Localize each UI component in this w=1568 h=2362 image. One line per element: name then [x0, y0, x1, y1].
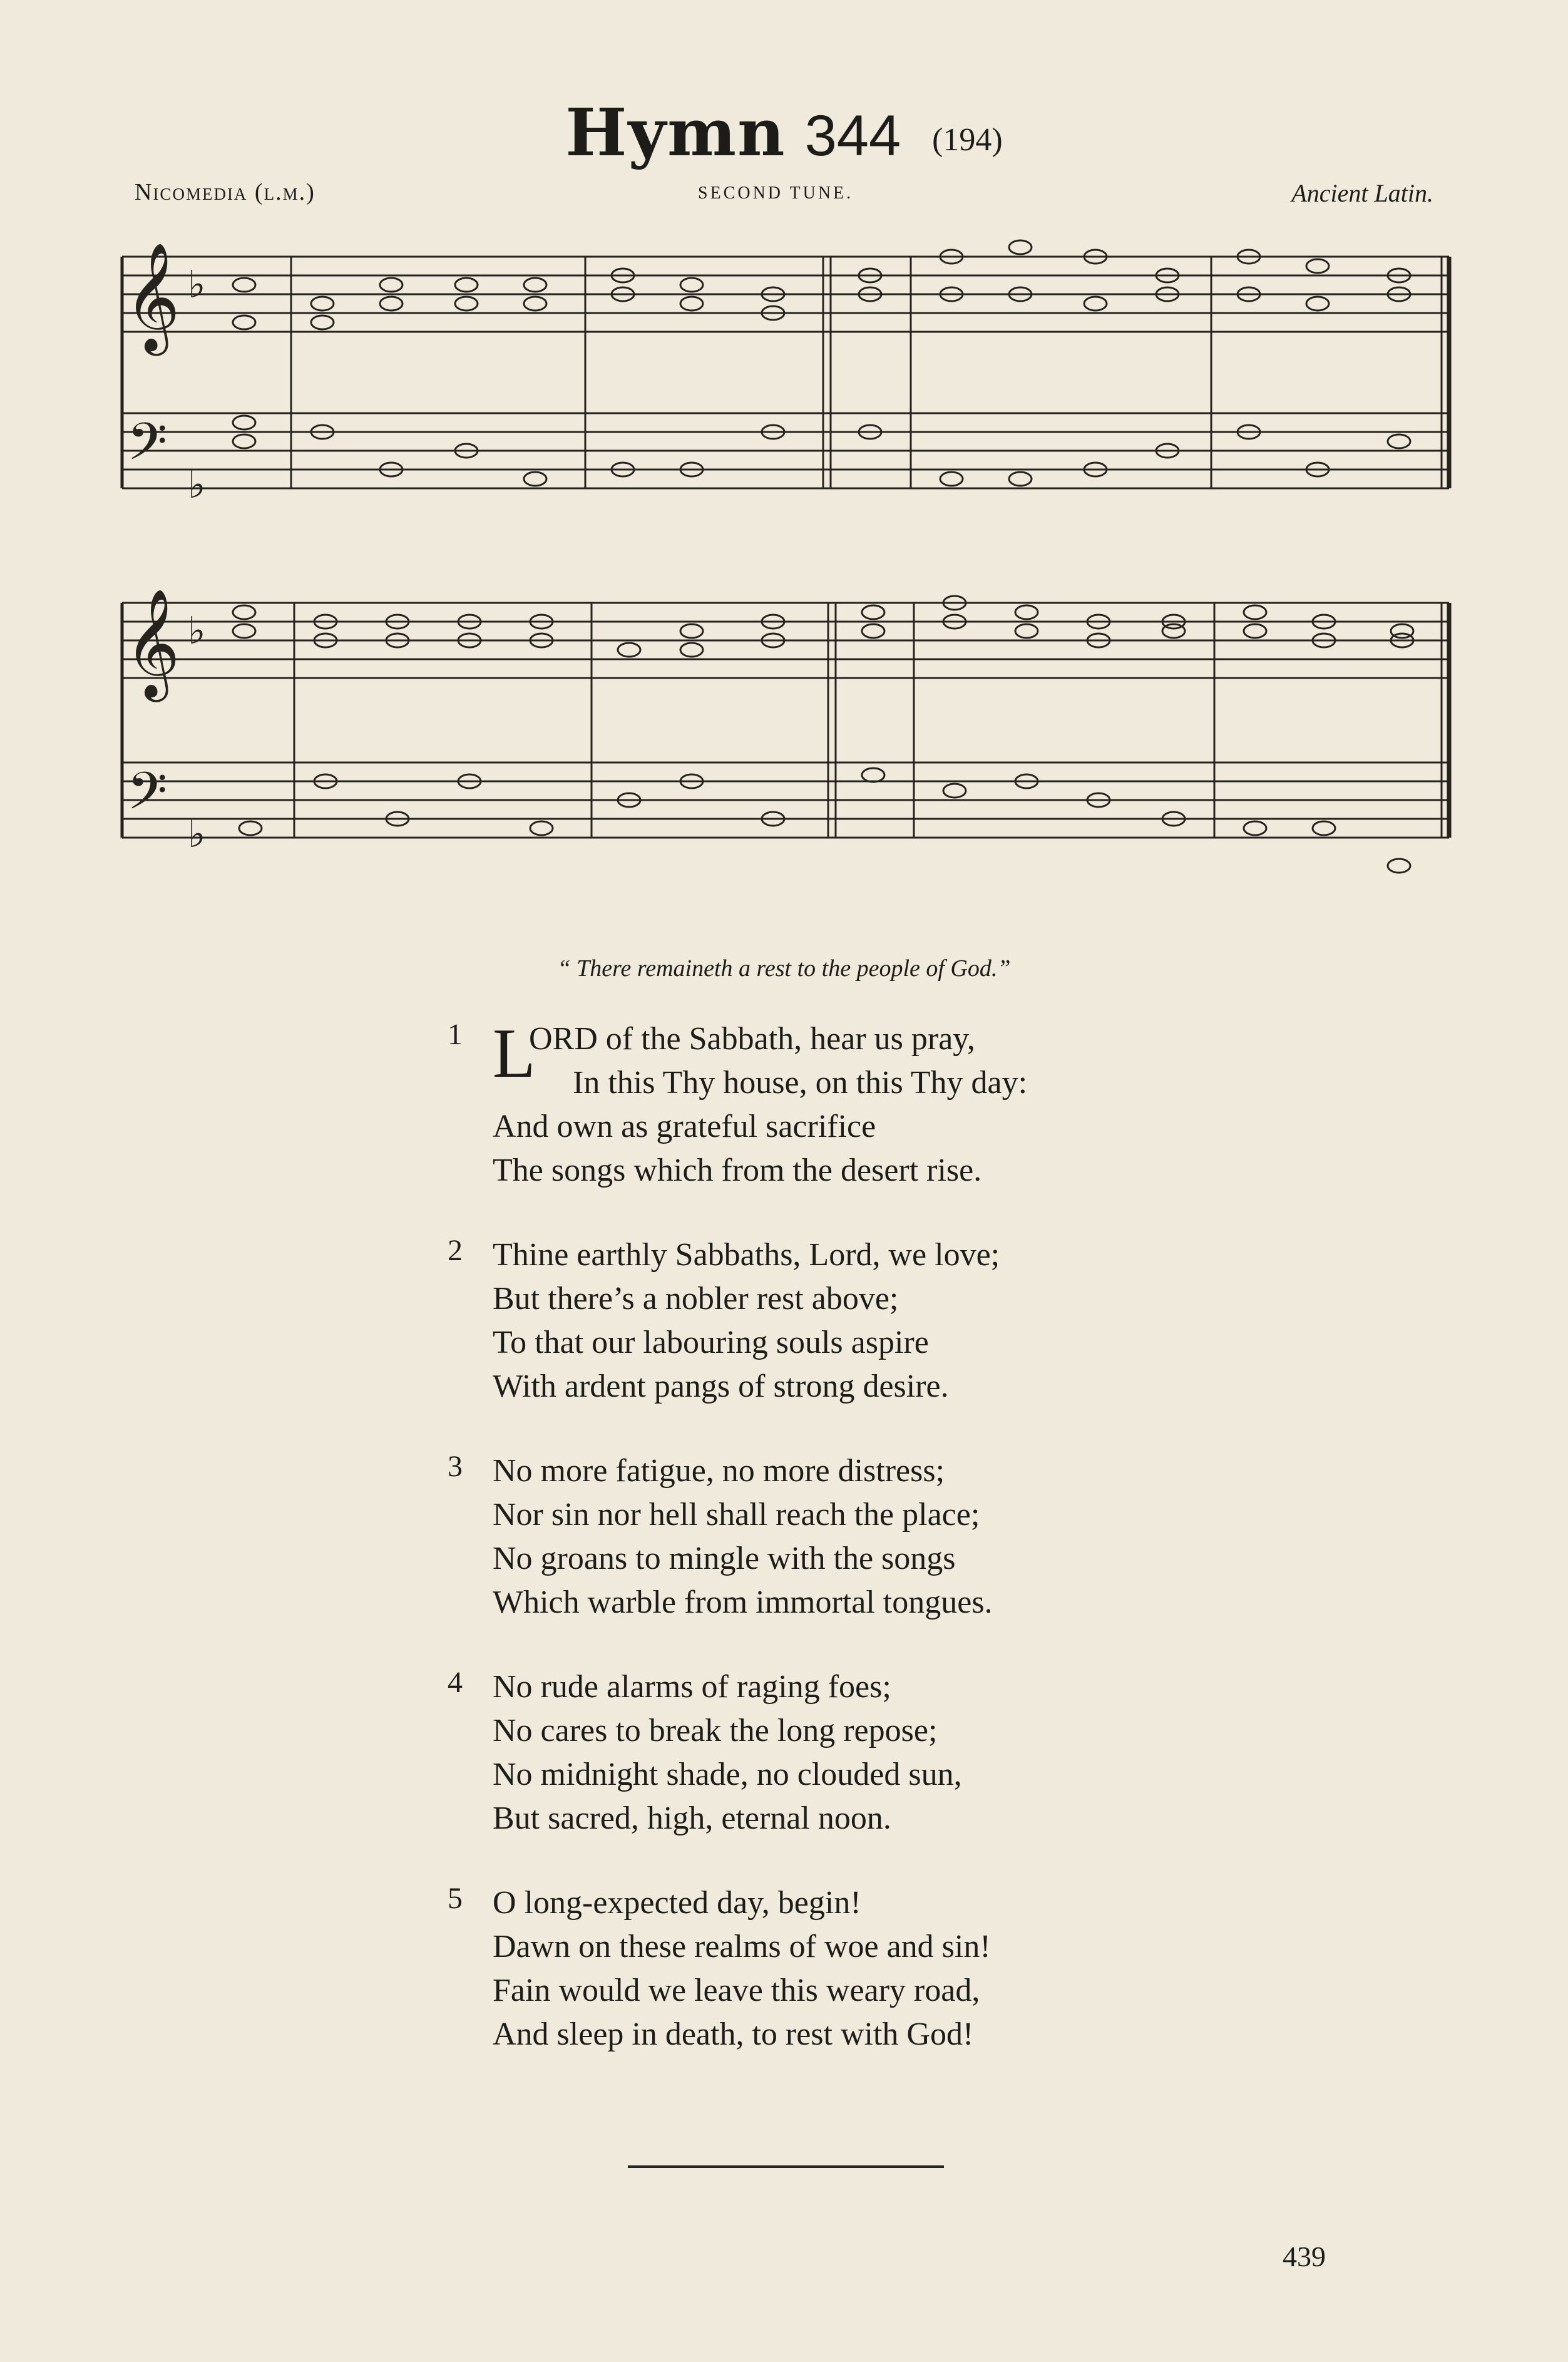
verse-number: 5 — [448, 1882, 463, 1915]
verse-number: 3 — [448, 1450, 463, 1483]
verse-1 — [448, 1017, 1261, 1193]
verse-number: 1 — [448, 1018, 463, 1051]
verse-line: O long-expected day, begin! — [493, 1885, 861, 1921]
music-score-system-2 — [116, 575, 1455, 900]
verse-line: But sacred, high, eternal noon. — [493, 1800, 891, 1836]
tune-name: Nicomedia (l.m.) — [135, 179, 315, 205]
verse-2 — [448, 1233, 1261, 1409]
verse-number: 4 — [448, 1666, 463, 1699]
verse-3 — [448, 1449, 1261, 1625]
verse-line: Thine earthly Sabbaths, Lord, we love; — [493, 1237, 1000, 1273]
hymn-number: 344 — [804, 104, 901, 168]
epigraph: “ There remaineth a rest to the people of God.” — [557, 955, 1011, 982]
alternate-number: (194) — [932, 122, 1003, 158]
verse-5 — [448, 1881, 1261, 2056]
svg-text:♭: ♭ — [188, 609, 206, 653]
verse-line: Which warble from immortal tongues. — [493, 1584, 993, 1620]
verse-line: No more fatigue, no more distress; — [493, 1453, 945, 1489]
verse-line: No groans to mingle with the songs — [493, 1541, 956, 1576]
verse-line: Dawn on these realms of woe and sin! — [493, 1929, 991, 1964]
svg-text:♭: ♭ — [188, 813, 206, 856]
verse-line: But there’s a nobler rest above; — [493, 1281, 899, 1317]
music-notation-2 — [116, 575, 1455, 900]
verse-number: 2 — [448, 1234, 463, 1267]
hymn-word: Hymn — [565, 94, 786, 171]
verse-line: Fain would we leave this weary road, — [493, 1973, 980, 2008]
verse-line: No midnight shade, no clouded sun, — [493, 1757, 962, 1792]
dropcap: L — [493, 1015, 536, 1092]
verse-line: The songs which from the desert rise. — [493, 1153, 982, 1188]
verse-line: With ardent pangs of strong desire. — [493, 1368, 949, 1404]
tune-note: SECOND TUNE. — [698, 183, 854, 203]
verse-line: And own as grateful sacrifice — [493, 1109, 876, 1144]
svg-text:𝄢: 𝄢 — [127, 761, 168, 834]
page-number: 439 — [1283, 2241, 1326, 2272]
music-score-system-1 — [116, 222, 1455, 516]
attribution: Ancient Latin. — [1291, 179, 1433, 207]
verse-line: No rude alarms of raging foes; — [493, 1669, 891, 1705]
verse-4 — [448, 1665, 1261, 1841]
svg-text:♭: ♭ — [188, 463, 206, 507]
verses — [448, 1017, 1261, 2056]
end-rule — [628, 2165, 944, 2168]
verse-line: ORD of the Sabbath, hear us pray, — [529, 1021, 975, 1057]
hymn-title — [0, 94, 1568, 188]
svg-text:𝄢: 𝄢 — [127, 411, 168, 485]
verse-line: And sleep in death, to rest with God! — [493, 2016, 974, 2052]
verse-line: Nor sin nor hell shall reach the place; — [493, 1497, 980, 1533]
music-notation-1 — [116, 222, 1455, 516]
svg-text:𝄞: 𝄞 — [125, 588, 180, 697]
svg-text:𝄞: 𝄞 — [125, 242, 180, 351]
verse-line: No cares to break the long repose; — [493, 1713, 938, 1748]
svg-text:♭: ♭ — [188, 263, 206, 307]
verse-line: To that our labouring souls aspire — [493, 1325, 929, 1360]
verse-line: In this Thy house, on this Thy day: — [573, 1065, 1028, 1101]
